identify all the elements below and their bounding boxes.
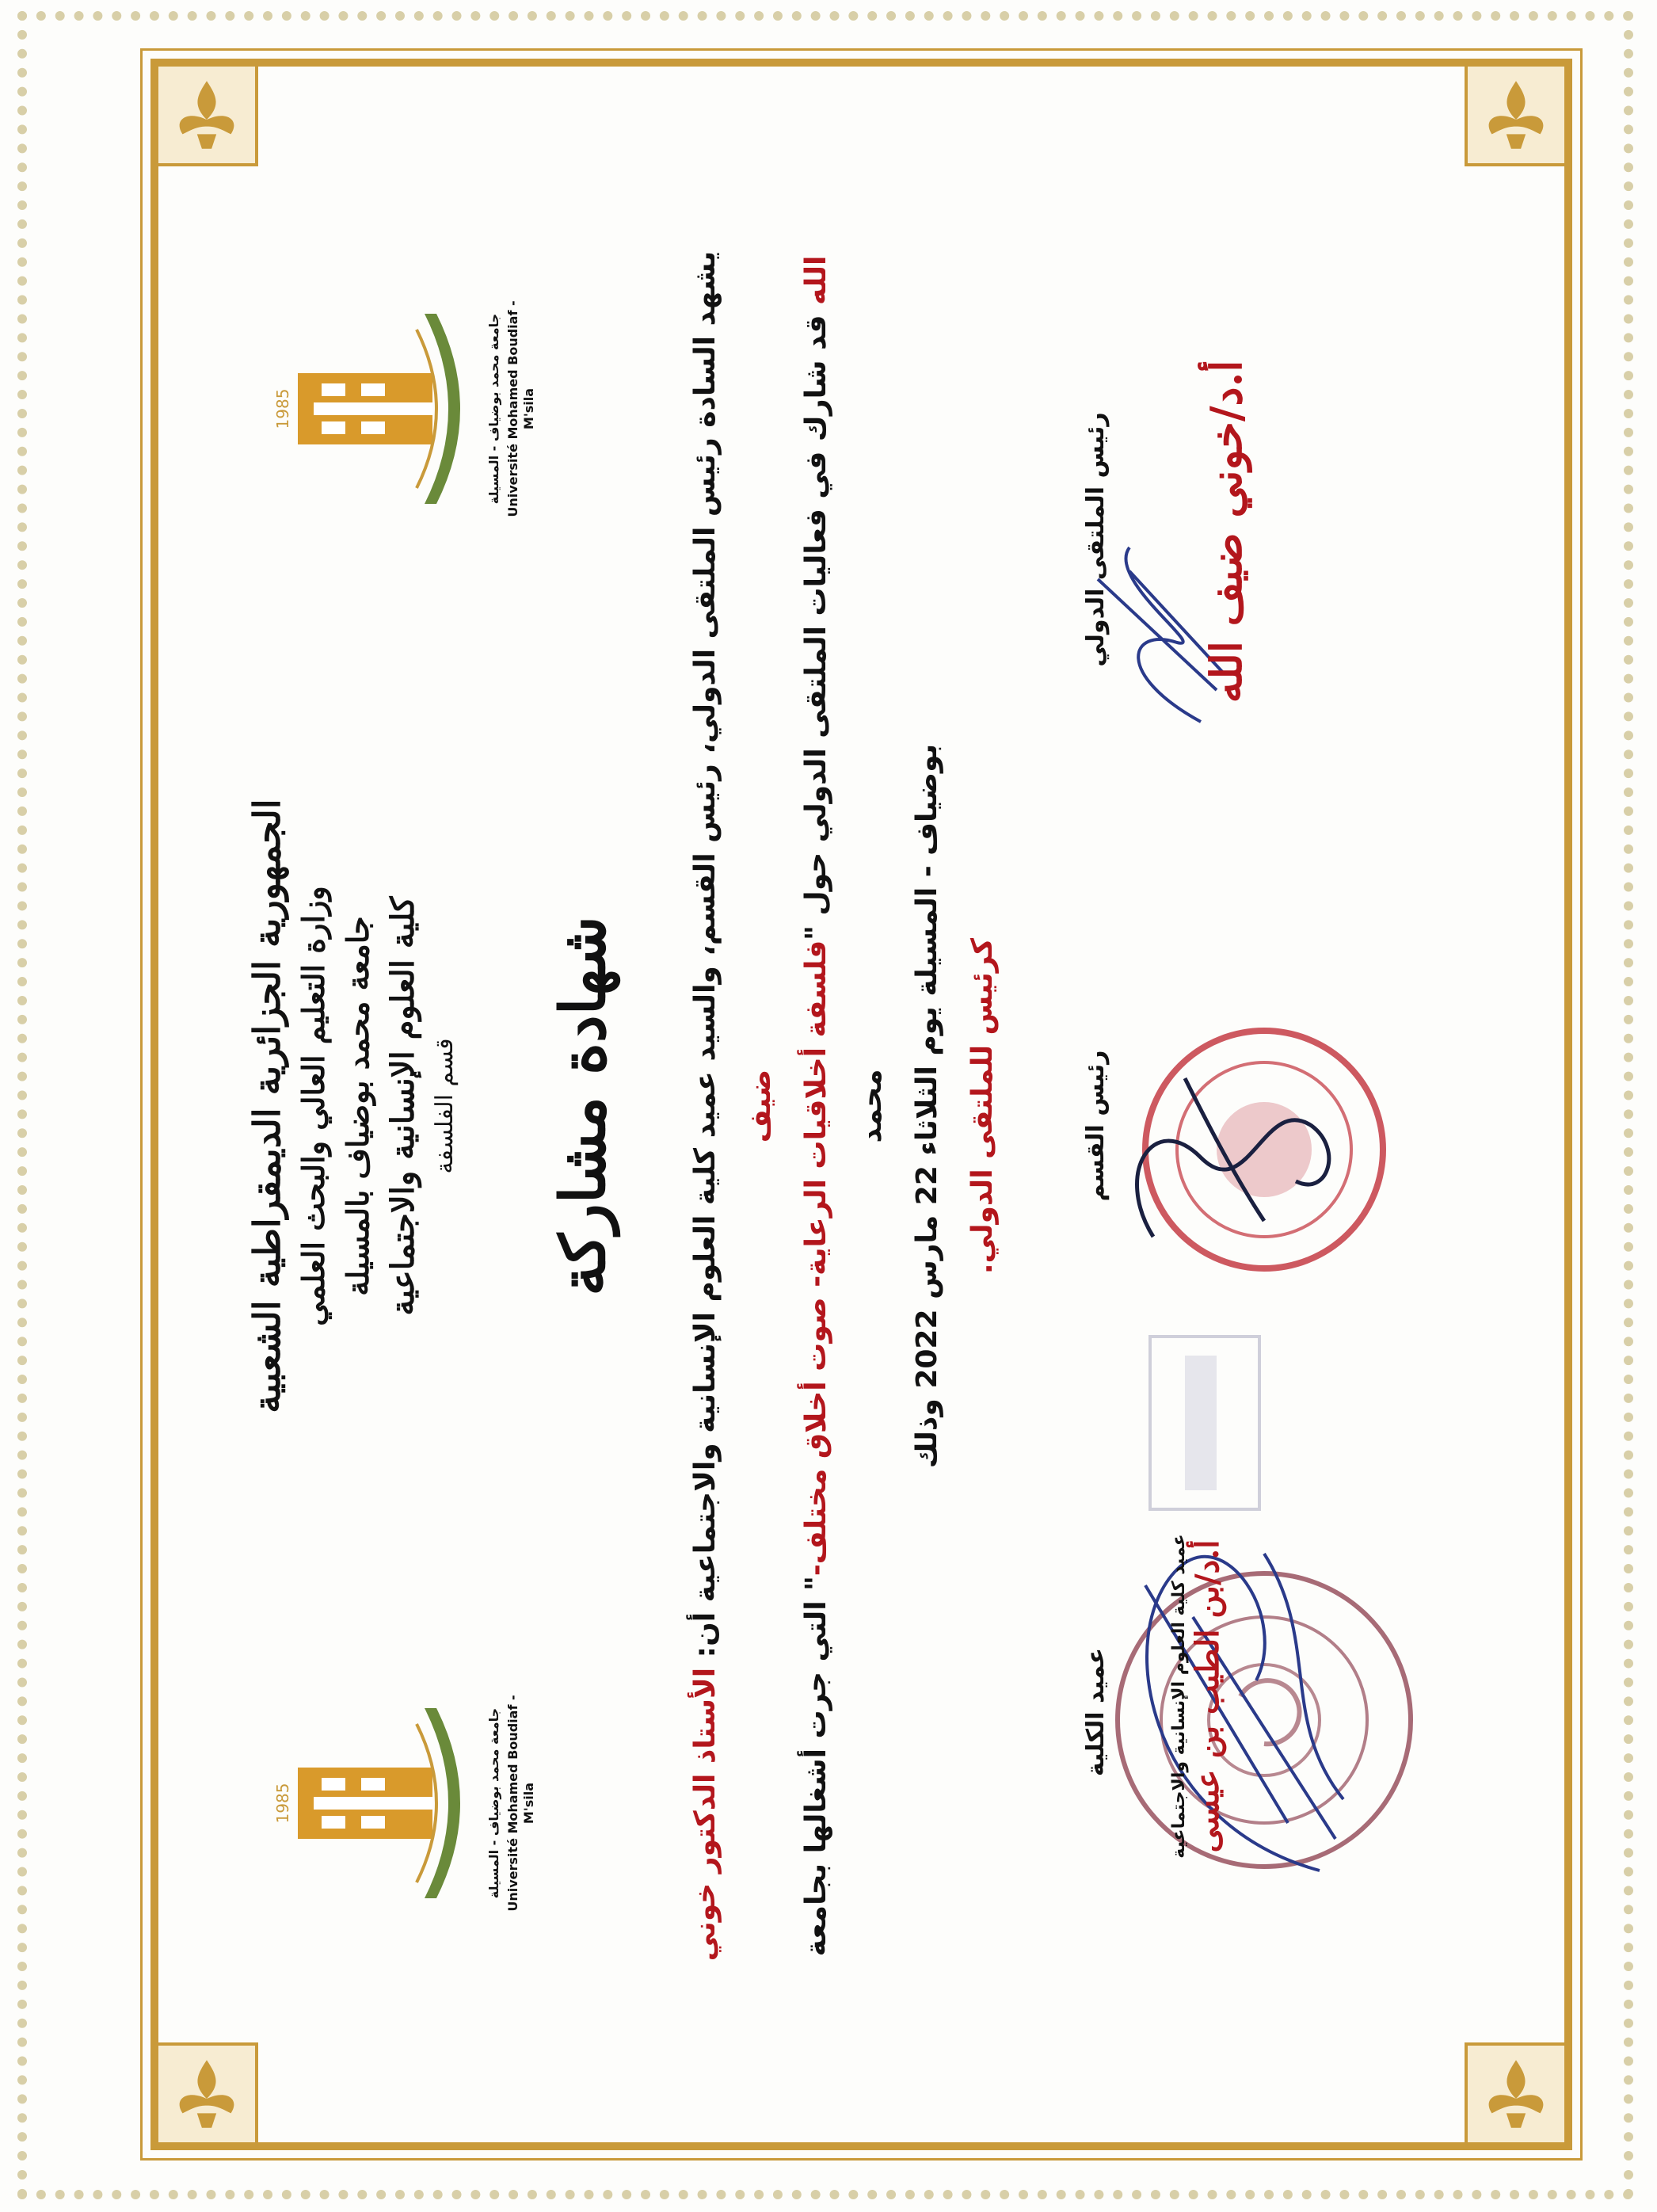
logo-caption-fr: Université Mohamed Boudiaf - M'sila [505,1695,536,1912]
conference-topic: فلسفة أخلاقيات الرعاية- صوت أخلاق مختلف- [800,940,832,1577]
university-logo [266,290,536,528]
university-logo [266,1684,536,1922]
svg-text:1985: 1985 [273,1783,292,1824]
dean-label: عميد الكلية [1082,1647,1110,1777]
dean-title: عميد كلية العلوم الإنسانية والاجتماعية [1169,1534,1189,1859]
body-line-3: بوضياف - المسيلة يوم الثلاثاء 22 مارس 2022 وذلك [911,743,943,1469]
certificate-content [195,135,1462,2077]
logo-caption-ar: جامعة محمد بوضياف - المسيلة [486,313,501,505]
ministry-name: وزارة التعليم العالي والبحث العلمي [295,886,331,1326]
faculty-name: كلية العلوم الإنسانية والاجتماعية [384,896,421,1316]
fleur-de-lis-icon [1465,63,1567,166]
participant-name: الأستاذ الدكتور خوني ضيف [689,1069,777,1962]
republic-name: الجمهورية الجزائرية الديمقراطية الشعبية [246,799,288,1413]
logo-caption-ar: جامعة محمد بوضياف - المسيلة [486,1707,501,1899]
institution-header [242,631,464,1581]
university-name: جامعة محمد بوضياف بالمسيلة [340,916,375,1296]
dean-signature [1082,1506,1383,1918]
department-head-label: رئيس القسم [1082,1050,1110,1202]
conference-chair-name: أ.د/خوني ضيف الله [1201,360,1251,704]
logo-caption-fr: Université Mohamed Boudiaf - M'sila [505,300,536,517]
conference-chair-label: رئيس الملتقى الدولي [1082,412,1110,667]
department-name: قسم الفلسفة [431,1038,459,1174]
body-line-2: الله قد شارك في فعاليات الملتقى الدولي حول "فلسفة أخلاقيات الرعاية- صوت أخلاق مختلف-" التي جرت أشغالها بجامعة محمد [800,255,888,1957]
certificate-body [678,246,1011,1966]
department-head-signature [1106,1047,1359,1268]
participation-role: كرئيس للملتقى الدولي. [966,937,999,1275]
certificate-title: شهادة مشاركة [547,916,619,1296]
svg-text:1985: 1985 [273,388,292,429]
university-building-icon [266,1684,480,1922]
body-line-1: يشهد السادة رئيس الملتقى الدولي، رئيس القسم، والسيد عميد كلية العلوم الإنسانية والاجتماعية أن: الأستاذ الدكتور خوني ضيف [689,250,777,1962]
fleur-de-lis-icon [1465,2042,1567,2145]
dean-name: أ.د/بن الطيب بن عيسى [1189,1539,1226,1853]
dean-block [1169,1443,1226,1950]
university-building-icon [266,290,480,528]
